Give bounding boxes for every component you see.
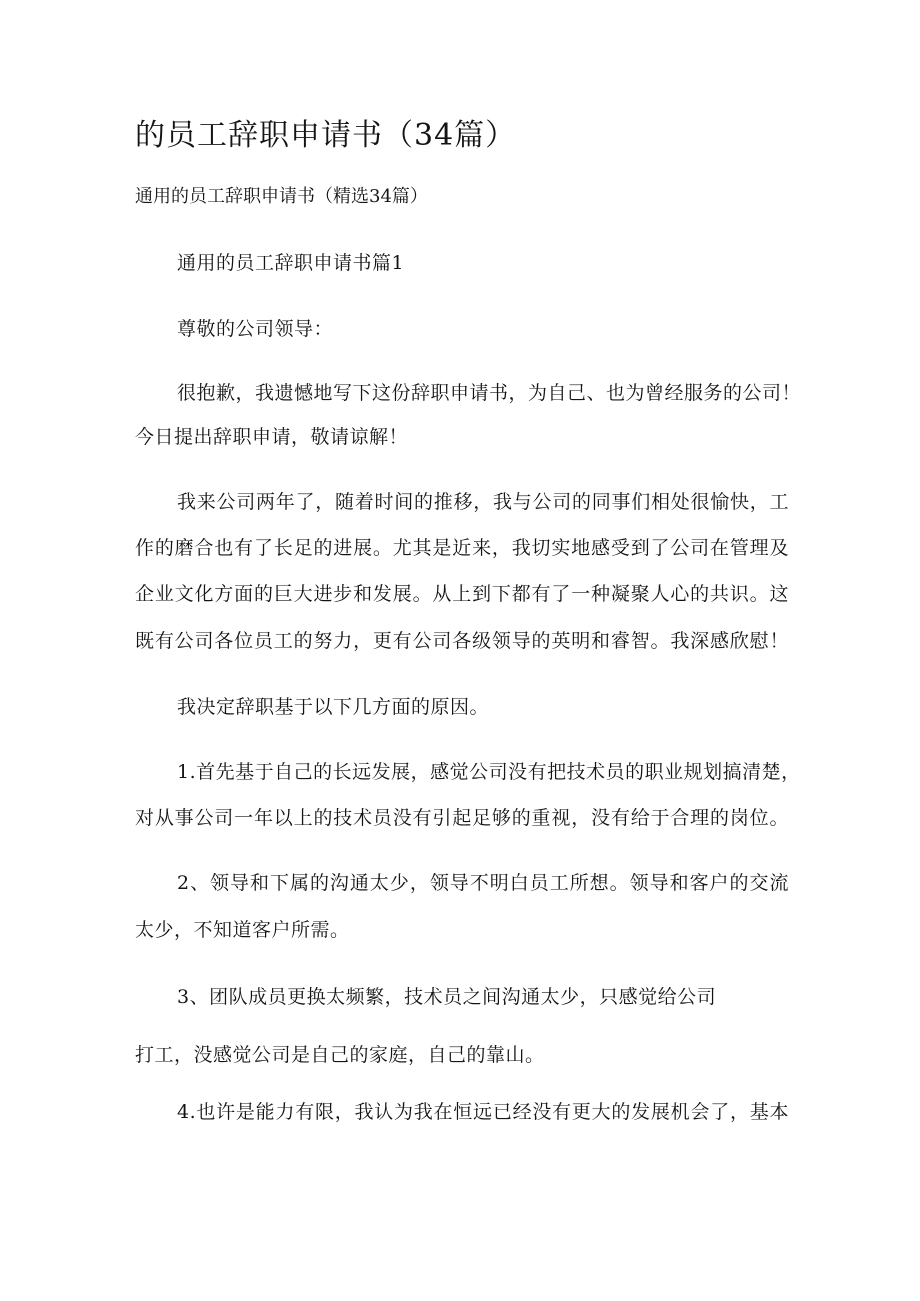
section-heading: 通用的员工辞职申请书篇1	[177, 252, 405, 274]
document-title: 的员工辞职申请书（34篇）	[135, 118, 517, 153]
paragraph-5-line-2: 太少，不知道客户所需。	[135, 919, 350, 941]
paragraph-5-line-1: 2、领导和下属的沟通太少，领导不明白员工所想。领导和客户的交流	[177, 872, 789, 894]
paragraph-2-line-2: 作的磨合也有了长足的进展。尤其是近来，我切实地感受到了公司在管理及	[135, 537, 789, 559]
salutation: 尊敬的公司领导：	[177, 318, 334, 340]
paragraph-1-line-2: 今日提出辞职申请，敬请谅解！	[135, 426, 409, 448]
paragraph-2-line-3: 企业文化方面的巨大进步和发展。从上到下都有了一种凝聚人心的共识。这	[135, 583, 789, 605]
paragraph-6-line-1: 3、团队成员更换太频繁，技术员之间沟通太少，只感觉给公司	[177, 986, 717, 1008]
paragraph-2-line-4: 既有公司各位员工的努力，更有公司各级领导的英明和睿智。我深感欣慰！	[135, 630, 789, 652]
paragraph-2-line-1: 我来公司两年了，随着时间的推移，我与公司的同事们相处很愉快，工	[177, 491, 789, 513]
paragraph-1-line-1: 很抱歉，我遗憾地写下这份辞职申请书，为自己、也为曾经服务的公司！	[177, 382, 802, 404]
paragraph-3-line-1: 我决定辞职基于以下几方面的原因。	[177, 696, 490, 718]
document-subtitle: 通用的员工辞职申请书（精选34篇）	[135, 186, 428, 207]
paragraph-4-line-1: 1.首先基于自己的长远发展，感觉公司没有把技术员的职业规划搞清楚，	[177, 761, 801, 783]
paragraph-4-line-2: 对从事公司一年以上的技术员没有引起足够的重视，没有给于合理的岗位。	[135, 807, 789, 829]
paragraph-6-line-2: 打工，没感觉公司是自己的家庭，自己的靠山。	[135, 1044, 545, 1066]
paragraph-7-line-1: 4.也许是能力有限，我认为我在恒远已经没有更大的发展机会了，基本	[177, 1101, 789, 1123]
